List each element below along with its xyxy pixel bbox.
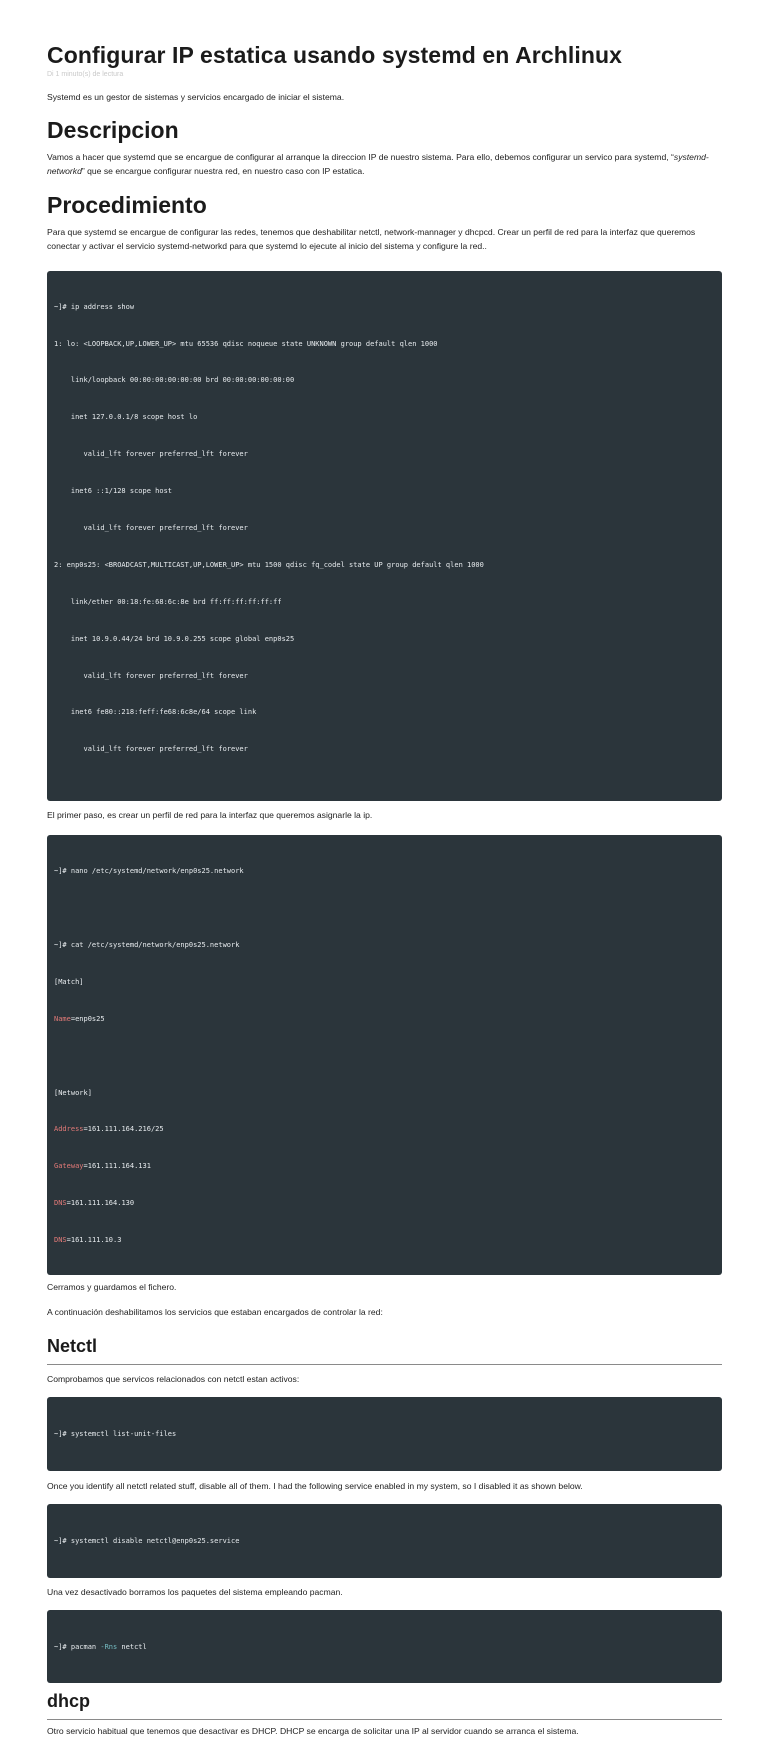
config-key: Name (54, 1014, 71, 1023)
descripcion-italic: systemd-networkd (47, 152, 709, 176)
code-line: ~]# systemctl disable netctl@enp0s25.service (54, 1536, 240, 1545)
code-line: link/loopback 00:00:00:00:00:00 brd 00:00:00:00:00:00 (54, 376, 295, 385)
descripcion-text-2: ” que se encargue configurar nuestra red, en nuestro caso con IP estatica. (81, 165, 365, 176)
section-heading-procedimiento: Procedimiento (47, 192, 207, 219)
procedimiento-paragraph: Para que systemd se encargue de configurar las redes, tenemos que deshabilitar netctl, network-mannager y dhcpcd. Crear un perfil de red para la interfaz que queremos conectar y activar el servicio systemd-networkd para que systemd lo ejecute al inicio del sistema y configure la red.. (47, 227, 696, 251)
code-line: ~]# ip address show (54, 302, 135, 311)
pacman-package: netctl (117, 1642, 147, 1651)
close-save-paragraph: Cerramos y guardamos el fichero. (47, 1282, 177, 1292)
code-line: valid_lft forever preferred_lft forever (54, 523, 248, 532)
code-line: valid_lft forever preferred_lft forever (54, 745, 248, 754)
code-block-list-unit-files[interactable] (47, 1397, 722, 1470)
code-line (54, 1197, 715, 1209)
code-line: 2: enp0s25: <BROADCAST,MULTICAST,UP,LOWER_UP> mtu 1500 qdisc fq_codel state UP group default qlen 1000 (54, 560, 484, 569)
config-value: =161.111.164.131 (83, 1162, 151, 1171)
once-paragraph: Once you identify all netctl related stuff, disable all of them. I had the following service enabled in my system, so I disabled it as shown below. (47, 1480, 583, 1491)
config-key: Gateway (54, 1162, 84, 1171)
code-line: [Match] (54, 977, 84, 986)
code-line: link/ether 00:18:fe:68:6c:8e brd ff:ff:ff:ff:ff:ff (54, 597, 282, 606)
code-line: inet 10.9.0.44/24 brd 10.9.0.255 scope global enp0s25 (54, 634, 295, 643)
code-line: ~]# systemctl list-unit-files (54, 1429, 177, 1438)
code-line: ~]# nano /etc/systemd/network/enp0s25.network (54, 867, 244, 876)
config-key: Address (54, 1125, 84, 1134)
code-block-ip-address[interactable] (47, 271, 722, 801)
code-line: inet6 ::1/128 scope host (54, 487, 173, 496)
config-key: DNS (54, 1199, 67, 1208)
code-line (54, 1013, 715, 1025)
section-divider (47, 1719, 722, 1720)
code-line (54, 1641, 715, 1653)
descripcion-text-1: Vamos a hacer que systemd que se encargue de configurar al arranque la direccion IP de nuestro sistema. Para ello, debemos configurar un servico para systemd, “ (47, 152, 674, 163)
netctl-paragraph: Comprobamos que servicos relacionados con netctl estan activos: (47, 1373, 300, 1384)
code-line: inet 127.0.0.1/8 scope host lo (54, 413, 198, 422)
code-line (54, 1160, 715, 1172)
first-step-paragraph: El primer paso, es crear un perfil de red para la interfaz que queremos asignarle la ip. (47, 810, 373, 821)
code-line: valid_lft forever preferred_lft forever (54, 671, 248, 680)
una-vez-paragraph: Una vez desactivado borramos los paquetes del sistema empleando pacman. (47, 1586, 343, 1597)
section-divider (47, 1364, 722, 1365)
code-line-blank (54, 902, 715, 914)
config-value: =161.111.164.216/25 (83, 1125, 164, 1134)
dhcp-paragraph: Otro servicio habitual que tenemos que desactivar es DHCP. DHCP se encarga de solicitar una IP al servidor cuando se arranca el sistema. (47, 1726, 579, 1737)
section-heading-descripcion: Descripcion (47, 117, 179, 144)
code-block-pacman-remove[interactable] (47, 1610, 722, 1683)
section-heading-dhcp: dhcp (47, 1691, 90, 1712)
config-key: DNS (54, 1236, 67, 1245)
intro-paragraph: Systemd es un gestor de sistemas y servicios encargado de iniciar el sistema. (47, 92, 345, 102)
config-value: =161.111.10.3 (66, 1236, 122, 1245)
reading-time: Di 1 minuto(s) de lectura (47, 71, 124, 78)
descripcion-paragraph (47, 151, 722, 178)
code-line: inet6 fe80::218:feff:fe68:6c8e/64 scope link (54, 708, 257, 717)
pacman-option: -Rns (100, 1642, 118, 1651)
code-line: [Network] (54, 1088, 92, 1097)
code-line-blank (54, 1050, 715, 1062)
code-block-network-file[interactable] (47, 835, 722, 1275)
code-line (54, 1123, 715, 1135)
config-value: =enp0s25 (70, 1014, 105, 1023)
pacman-command: ~]# pacman (54, 1642, 101, 1651)
continuacion-paragraph: A continuación deshabilitamos los servicios que estaban encargados de controlar la red: (47, 1307, 383, 1318)
article (47, 38, 722, 1739)
code-line: 1: lo: <LOOPBACK,UP,LOWER_UP> mtu 65536 qdisc noqueue state UNKNOWN group default qlen 1000 (54, 339, 438, 348)
code-line (54, 1234, 715, 1246)
config-value: =161.111.164.130 (66, 1199, 135, 1208)
code-block-disable-netctl[interactable] (47, 1504, 722, 1577)
code-line: valid_lft forever preferred_lft forever (54, 450, 248, 459)
section-heading-netctl: Netctl (47, 1335, 98, 1356)
page-title: Configurar IP estatica usando systemd en Archlinux (47, 42, 623, 68)
code-line: ~]# cat /etc/systemd/network/enp0s25.network (54, 940, 240, 949)
